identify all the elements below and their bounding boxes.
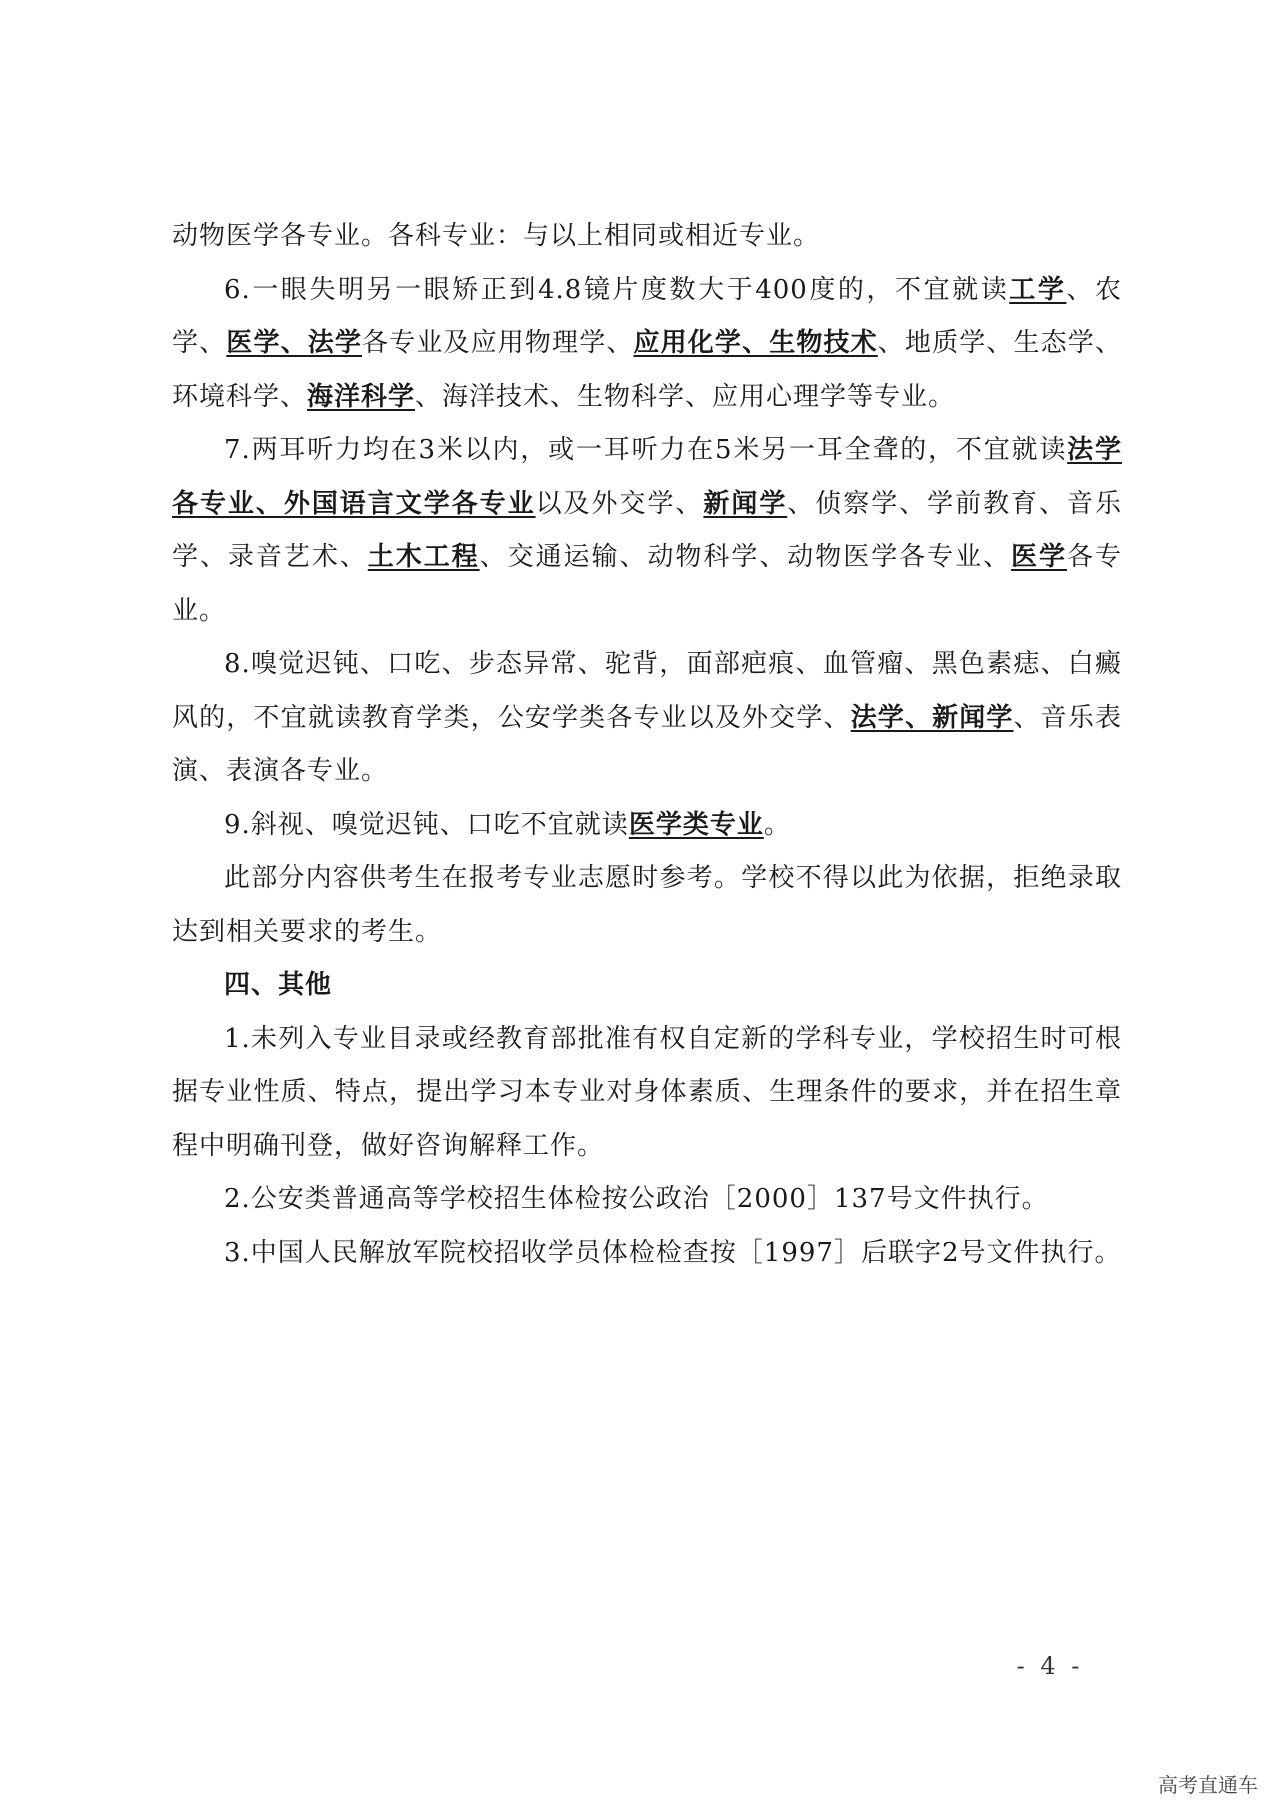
paragraph	[172, 424, 1122, 638]
text-segment: 、侦察学、学前教育、音乐学、录音艺术、	[172, 488, 1122, 572]
text-segment: 9.斜视、嗅觉迟钝、口吃不宜就读	[224, 809, 629, 840]
text-segment: 、农学、	[172, 274, 1122, 358]
paragraph	[172, 638, 1122, 799]
underlined-text: 医学类专业	[628, 809, 764, 840]
underlined-text: 医学	[1011, 542, 1067, 572]
underlined-text: 海洋科学	[307, 381, 416, 412]
page-number: - 4 -	[1016, 1652, 1084, 1680]
paragraph	[172, 264, 1122, 425]
paragraph	[172, 1227, 1122, 1281]
paragraph	[172, 1173, 1122, 1227]
text-segment: 、地质学、生态学、环境科学、	[172, 328, 1122, 412]
text-segment: 、交通运输、动物科学、动物医学各专业、	[479, 542, 1012, 572]
underlined-text: 法学各专业、外国语言文学各专业	[172, 435, 1122, 519]
text-segment: 各专业。	[172, 542, 1122, 626]
document-body	[172, 210, 1122, 1280]
underlined-text: 土木工程	[367, 542, 480, 572]
text-segment: 以及外交学、	[535, 488, 704, 519]
text-segment: 动物医学各专业。各科专业：与以上相同或相近专业。	[172, 221, 821, 251]
section-heading	[172, 959, 1122, 1013]
text-segment: 各专业及应用物理学、	[362, 328, 634, 358]
watermark: 高考直通车	[1158, 1773, 1258, 1797]
underlined-text: 医学、法学	[226, 328, 363, 358]
text-segment: 3.中国人民解放军院校招收学员体检检查按［1997］后联字2号文件执行。	[224, 1237, 1122, 1268]
underlined-text: 应用化学、生物技术	[633, 328, 878, 358]
paragraph	[172, 852, 1122, 959]
text-segment: 8.嗅觉迟钝、口吃、步态异常、驼背，面部疤痕、血管瘤、黑色素痣、白癜风的，不宜就读教育学类，公安学类各专业以及外交学、	[172, 649, 1122, 733]
underlined-text: 新闻学	[703, 488, 788, 519]
text-segment: 2.公安类普通高等学校招生体检按公政治［2000］137号文件执行。	[224, 1184, 1049, 1214]
text-segment: 6.一眼失明另一眼矫正到4.8镜片度数大于400度的，不宜就读	[224, 274, 1010, 305]
text-segment: 1.未列入专业目录或经教育部批准有权自定新的学科专业，学校招生时可根据专业性质、特点，提出学习本专业对身体素质、生理条件的要求，并在招生章程中明确刊登，做好咨询解释工作。	[172, 1023, 1122, 1161]
paragraph	[172, 1013, 1122, 1174]
text-segment: 四、其他	[224, 970, 333, 1000]
underlined-text: 工学	[1009, 274, 1067, 305]
text-segment: 此部分内容供考生在报考专业志愿时参考。学校不得以此为依据，拒绝录取达到相关要求的考生。	[172, 863, 1122, 947]
underlined-text: 法学、新闻学	[850, 702, 1014, 733]
text-segment: 、音乐表演、表演各专业。	[172, 702, 1122, 786]
text-segment: 、海洋技术、生物科学、应用心理学等专业。	[415, 381, 956, 412]
paragraph	[172, 210, 1122, 264]
text-segment: 。	[763, 809, 791, 840]
text-segment: 7.两耳听力均在3米以内，或一耳听力在5米另一耳全聋的，不宜就读	[224, 435, 1068, 465]
paragraph	[172, 799, 1122, 853]
